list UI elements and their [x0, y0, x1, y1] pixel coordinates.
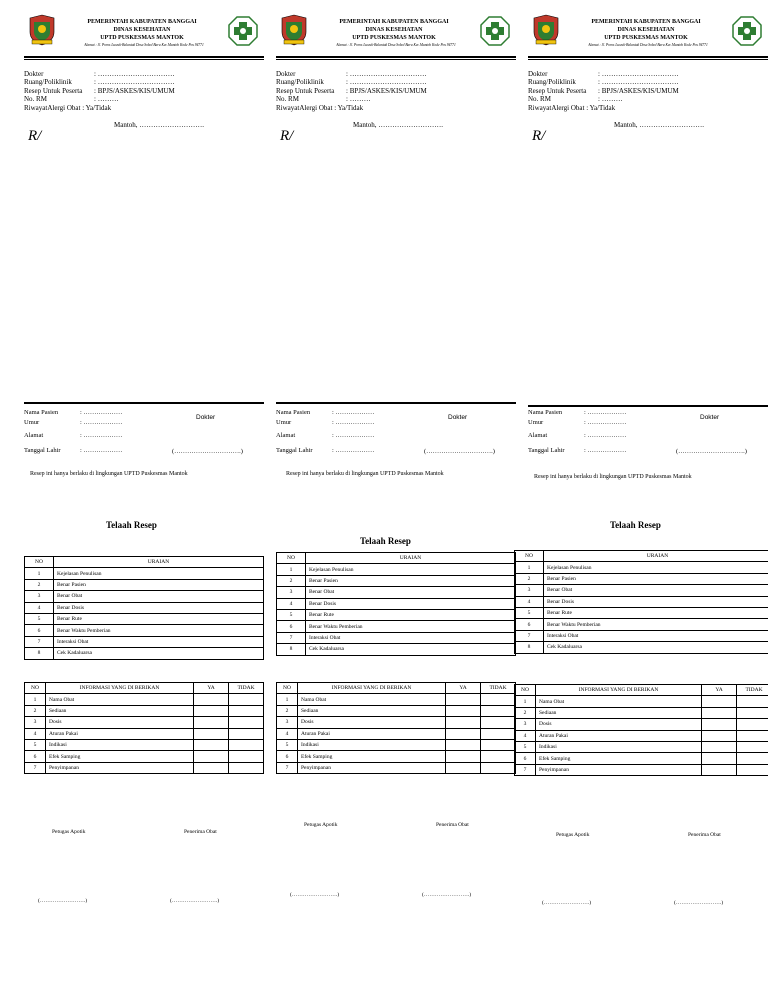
table-row: 7 Interaksi Obat	[25, 636, 264, 647]
patient-divider	[528, 405, 768, 407]
prescription-form	[24, 0, 264, 1002]
petugas-sign-line: (…………………….)	[542, 900, 592, 906]
tidak-cell[interactable]	[481, 751, 516, 762]
table-row: 7 Interaksi Obat	[277, 632, 516, 643]
table-row: 1 Nama Obat	[277, 694, 516, 705]
penerima-obat-label: Penerima Obat	[436, 822, 469, 828]
table-row: 4 Benar Dosis	[25, 602, 264, 613]
patient-name-row: Nama Pasien : ………………	[24, 409, 123, 416]
place-date: Mantoh, ……………………….	[114, 121, 205, 129]
rx-info-row: No. RM : ………	[24, 95, 119, 104]
patient-name-row: Nama Pasien : ………………	[276, 409, 375, 416]
ya-cell[interactable]	[446, 751, 481, 762]
penerima-sign-line: (…………………….)	[422, 892, 472, 898]
table-row: 1 Nama Obat	[515, 696, 768, 707]
rx-info-row: Resep Untuk Peserta : BPJS/ASKES/KIS/UMUM	[276, 86, 427, 95]
penerima-sign-line: (…………………….)	[674, 900, 724, 906]
address: Alamat : Jl. Poros Luwuk-Balantak Desa Sobol Baru Kec.Mantoh Kode Pos 94771	[84, 43, 204, 47]
table-row: 1 Kejelasan Penulisan	[277, 564, 516, 575]
doctor-sign-line: (………………………….)	[424, 448, 495, 455]
address: Alamat : Jl. Poros Luwuk-Balantak Desa Sobol Baru Kec.Mantoh Kode Pos 94771	[336, 43, 456, 47]
patient-dob-row: Tanggal Lahir : ………………	[528, 447, 627, 454]
petugas-apotik-label: Petugas Apotik	[304, 822, 338, 828]
ya-cell[interactable]	[446, 739, 481, 750]
tidak-cell[interactable]	[737, 696, 768, 707]
rx-symbol: R/	[280, 128, 294, 144]
gov-name: PEMERINTAH KABUPATEN BANGGAI	[339, 19, 449, 25]
rx-info-row: Dokter : ……………………………	[276, 70, 427, 78]
tidak-cell[interactable]	[737, 719, 768, 730]
header-divider	[528, 56, 768, 60]
telaah-table	[24, 556, 264, 660]
tidak-cell[interactable]	[481, 728, 516, 739]
doctor-label: Dokter	[700, 414, 720, 421]
tidak-cell[interactable]	[737, 764, 768, 775]
tidak-cell[interactable]	[737, 730, 768, 741]
petugas-apotik-label: Petugas Apotik	[52, 829, 86, 835]
rx-info-row: No. RM : ………	[276, 95, 371, 104]
ya-cell[interactable]	[194, 751, 229, 762]
rx-info-row: RiwayatAlergi Obat : Ya/Tidak	[528, 103, 616, 112]
table-row: 3 Benar Obat	[277, 587, 516, 598]
tidak-cell[interactable]	[229, 694, 264, 705]
ya-cell[interactable]	[446, 728, 481, 739]
rx-info-row: Ruang/Poliklinik : ……………………………	[24, 78, 175, 87]
rx-info-row: Ruang/Poliklinik : ……………………………	[276, 78, 427, 87]
ya-cell[interactable]	[194, 694, 229, 705]
dept-name: DINAS KESEHATAN	[617, 27, 675, 33]
table-row: 3 Dosis	[25, 717, 264, 728]
tidak-cell[interactable]	[737, 707, 768, 718]
rx-info	[528, 70, 768, 112]
header-divider	[276, 56, 516, 60]
table-header-row: NO URAIAN	[25, 557, 264, 568]
table-row: 5 Indikasi	[515, 741, 768, 752]
table-row: 7 Penyimpanan	[25, 762, 264, 773]
rx-info	[276, 70, 516, 112]
patient-age-row: Umur : ………………	[24, 419, 123, 426]
table-row: 6 Efek Samping	[277, 751, 516, 762]
telaah-title: Telaah Resep	[106, 520, 157, 530]
tidak-cell[interactable]	[229, 751, 264, 762]
table-row: 4 Aturan Pakai	[25, 728, 264, 739]
tidak-cell[interactable]	[481, 717, 516, 728]
validity-note: Resep ini hanya berlaku di lingkungan UPTD Puskesmas Mantok	[534, 474, 692, 480]
tidak-cell[interactable]	[481, 762, 516, 773]
telaah-table	[514, 550, 768, 654]
petugas-sign-line: (…………………….)	[290, 892, 340, 898]
ya-cell[interactable]	[446, 717, 481, 728]
rx-info-row: Dokter : ……………………………	[528, 70, 679, 78]
puskesmas-name: UPTD PUSKESMAS MANTOK	[604, 35, 688, 41]
rx-info-row: Dokter : ……………………………	[24, 70, 175, 78]
table-row: 2 Sediaan	[515, 707, 768, 718]
table-row: 6 Benar Waktu Pemberian	[25, 625, 264, 636]
info-table	[514, 684, 768, 776]
puskesmas-name: UPTD PUSKESMAS MANTOK	[352, 35, 436, 41]
table-row: 5 Benar Rute	[515, 607, 768, 618]
tidak-cell[interactable]	[481, 705, 516, 716]
table-row: 4 Benar Dosis	[277, 598, 516, 609]
tidak-cell[interactable]	[737, 741, 768, 752]
place-date: Mantoh, ……………………….	[353, 121, 444, 129]
letterhead	[276, 12, 516, 52]
table-row: 2 Benar Pasien	[515, 573, 768, 584]
table-row: 8 Cek Kadaluarsa	[277, 644, 516, 655]
info-table	[276, 682, 516, 774]
rx-info-row: Resep Untuk Peserta : BPJS/ASKES/KIS/UMUM	[24, 86, 175, 95]
rx-info-row: Resep Untuk Peserta : BPJS/ASKES/KIS/UMUM	[528, 86, 679, 95]
table-header-row: NO INFORMASI YANG DI BERIKAN YA TIDAK	[25, 683, 264, 694]
prescription-form	[276, 0, 516, 1002]
gov-name: PEMERINTAH KABUPATEN BANGGAI	[87, 19, 197, 25]
patient-address-row: Alamat : ………………	[276, 432, 375, 439]
puskesmas-logo-icon	[732, 16, 762, 46]
banggai-emblem-icon	[532, 14, 560, 46]
patient-address-row: Alamat : ………………	[528, 432, 627, 439]
table-row: 2 Sediaan	[25, 705, 264, 716]
banggai-emblem-icon	[280, 14, 308, 46]
ya-cell[interactable]	[446, 694, 481, 705]
petugas-sign-line: (…………………….)	[38, 898, 88, 904]
rx-info-row: RiwayatAlergi Obat : Ya/Tidak	[276, 103, 364, 112]
table-row: 4 Benar Dosis	[515, 596, 768, 607]
dept-name: DINAS KESEHATAN	[365, 27, 423, 33]
telaah-title: Telaah Resep	[610, 520, 661, 530]
table-row: 1 Kejelasan Penulisan	[515, 562, 768, 573]
ya-cell[interactable]	[446, 705, 481, 716]
gov-name: PEMERINTAH KABUPATEN BANGGAI	[591, 19, 701, 25]
tidak-cell[interactable]	[229, 739, 264, 750]
patient-age-row: Umur : ………………	[528, 419, 627, 426]
patient-divider	[276, 402, 516, 404]
table-row: 6 Benar Waktu Pemberian	[277, 621, 516, 632]
puskesmas-logo-icon	[480, 16, 510, 46]
validity-note: Resep ini hanya berlaku di lingkungan UPTD Puskesmas Mantok	[30, 471, 188, 477]
table-row: 1 Nama Obat	[25, 694, 264, 705]
rx-symbol: R/	[532, 128, 546, 144]
doctor-sign-line: (………………………….)	[172, 448, 243, 455]
petugas-apotik-label: Petugas Apotik	[556, 832, 590, 838]
doctor-label: Dokter	[448, 414, 468, 421]
ya-cell[interactable]	[446, 762, 481, 773]
doctor-sign-line: (………………………….)	[676, 448, 747, 455]
prescription-form	[521, 0, 768, 1002]
ya-cell[interactable]	[194, 762, 229, 773]
rx-info-row: RiwayatAlergi Obat : Ya/Tidak	[24, 103, 112, 112]
telaah-table	[276, 552, 516, 656]
place-date: Mantoh, ……………………….	[614, 121, 705, 129]
table-row: 7 Penyimpanan	[515, 764, 768, 775]
table-row: 3 Dosis	[515, 719, 768, 730]
table-row: 7 Interaksi Obat	[515, 630, 768, 641]
puskesmas-name: UPTD PUSKESMAS MANTOK	[100, 35, 184, 41]
tidak-cell[interactable]	[229, 762, 264, 773]
puskesmas-logo-icon	[228, 16, 258, 46]
table-row: 6 Efek Samping	[515, 753, 768, 764]
letterhead	[24, 12, 264, 52]
ya-cell[interactable]	[194, 705, 229, 716]
patient-name-row: Nama Pasien : ………………	[528, 409, 627, 416]
table-row: 8 Cek Kadaluarsa	[25, 648, 264, 659]
table-row: 3 Dosis	[277, 717, 516, 728]
patient-dob-row: Tanggal Lahir : ………………	[24, 447, 123, 454]
header-divider	[24, 56, 264, 60]
ya-cell[interactable]	[702, 730, 737, 741]
ya-cell[interactable]	[702, 741, 737, 752]
ya-cell[interactable]	[194, 728, 229, 739]
rx-symbol: R/	[28, 128, 42, 144]
tidak-cell[interactable]	[737, 753, 768, 764]
table-row: 7 Penyimpanan	[277, 762, 516, 773]
table-row: 5 Indikasi	[277, 739, 516, 750]
rx-info	[24, 70, 264, 112]
ya-cell[interactable]	[702, 753, 737, 764]
patient-dob-row: Tanggal Lahir : ………………	[276, 447, 375, 454]
patient-address-row: Alamat : ………………	[24, 432, 123, 439]
banggai-emblem-icon	[28, 14, 56, 46]
table-row: 3 Benar Obat	[515, 585, 768, 596]
table-row: 4 Aturan Pakai	[277, 728, 516, 739]
ya-cell[interactable]	[702, 719, 737, 730]
telaah-title: Telaah Resep	[360, 536, 411, 546]
address: Alamat : Jl. Poros Luwuk-Balantak Desa Sobol Baru Kec.Mantoh Kode Pos 94771	[588, 43, 708, 47]
table-row: 1 Kejelasan Penulisan	[25, 568, 264, 579]
ya-cell[interactable]	[702, 764, 737, 775]
table-row: 2 Benar Pasien	[25, 579, 264, 590]
tidak-cell[interactable]	[229, 717, 264, 728]
dept-name: DINAS KESEHATAN	[113, 27, 171, 33]
table-row: 2 Sediaan	[277, 705, 516, 716]
ya-cell[interactable]	[194, 717, 229, 728]
ya-cell[interactable]	[702, 707, 737, 718]
patient-divider	[24, 402, 264, 404]
table-header-row: NO INFORMASI YANG DI BERIKAN YA TIDAK	[515, 685, 768, 696]
table-header-row: NO URAIAN	[277, 553, 516, 564]
table-row: 5 Indikasi	[25, 739, 264, 750]
table-row: 2 Benar Pasien	[277, 575, 516, 586]
table-row: 6 Benar Waktu Pemberian	[515, 619, 768, 630]
patient-age-row: Umur : ………………	[276, 419, 375, 426]
table-header-row: NO INFORMASI YANG DI BERIKAN YA TIDAK	[277, 683, 516, 694]
table-row: 5 Benar Rute	[25, 613, 264, 624]
penerima-obat-label: Penerima Obat	[184, 829, 217, 835]
ya-cell[interactable]	[702, 696, 737, 707]
table-header-row: NO URAIAN	[515, 551, 768, 562]
penerima-obat-label: Penerima Obat	[688, 832, 721, 838]
table-row: 8 Cek Kadaluarsa	[515, 642, 768, 653]
validity-note: Resep ini hanya berlaku di lingkungan UPTD Puskesmas Mantok	[286, 471, 444, 477]
info-table	[24, 682, 264, 774]
doctor-label: Dokter	[196, 414, 216, 421]
rx-info-row: No. RM : ………	[528, 95, 623, 104]
tidak-cell[interactable]	[481, 694, 516, 705]
ya-cell[interactable]	[194, 739, 229, 750]
table-row: 3 Benar Obat	[25, 591, 264, 602]
table-row: 5 Benar Rute	[277, 609, 516, 620]
tidak-cell[interactable]	[229, 728, 264, 739]
tidak-cell[interactable]	[481, 739, 516, 750]
table-row: 6 Efek Samping	[25, 751, 264, 762]
tidak-cell[interactable]	[229, 705, 264, 716]
rx-info-row: Ruang/Poliklinik : ……………………………	[528, 78, 679, 87]
table-row: 4 Aturan Pakai	[515, 730, 768, 741]
letterhead	[528, 12, 768, 52]
penerima-sign-line: (…………………….)	[170, 898, 220, 904]
